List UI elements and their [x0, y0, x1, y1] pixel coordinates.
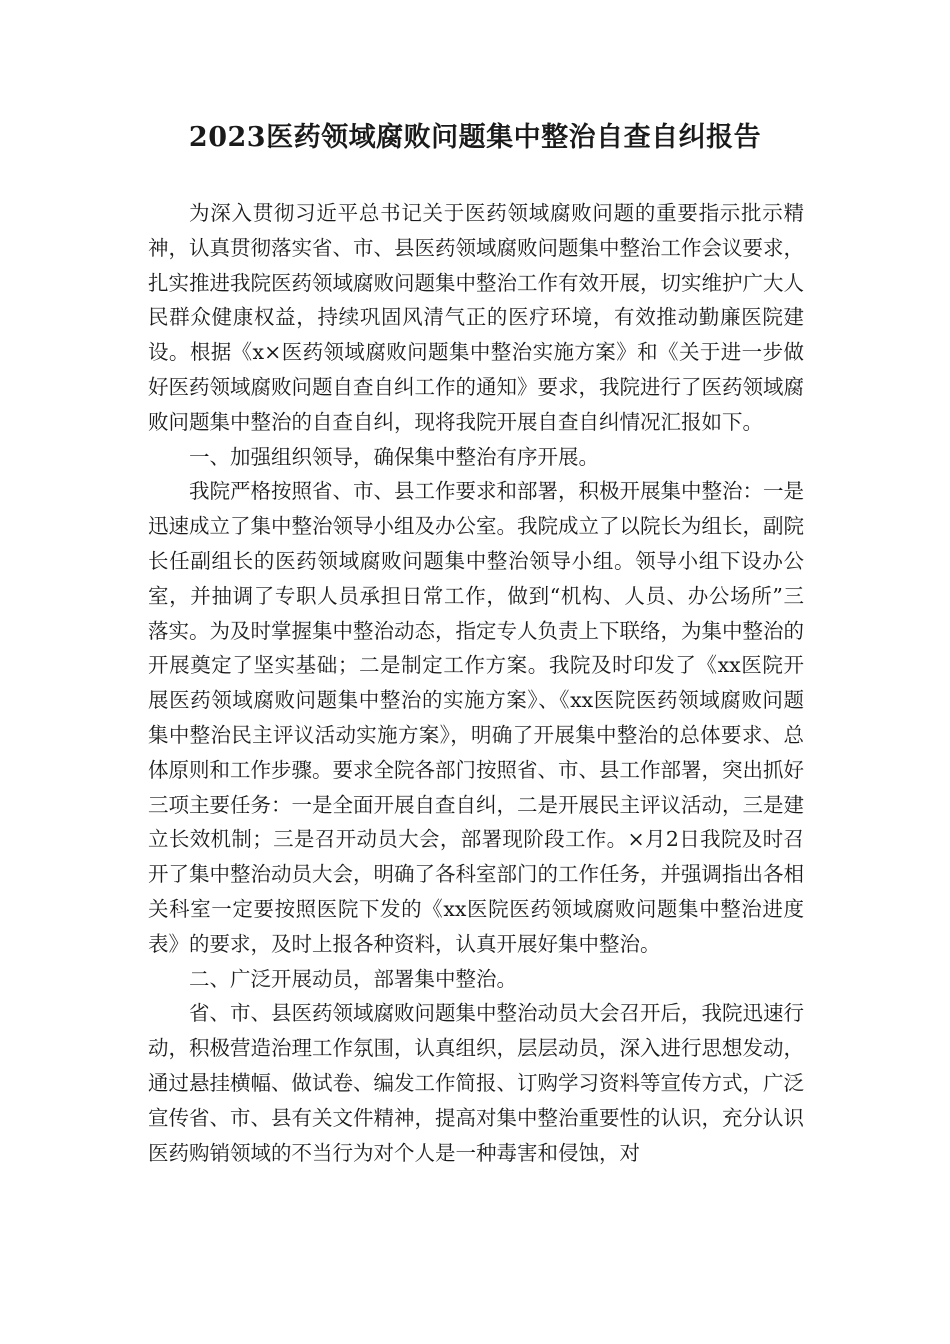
paragraph-section-1: 我院严格按照省、市、县工作要求和部署，积极开展集中整治：一是迅速成立了集中整治领导小组及办公室。我院成立了以院长为组长，副院长任副组长的医药领域腐败问题集中整治领导小组。领导小组下设办公室，并抽调了专职人员承担日常工作，做到“机构、人员、办公场所”三落实。为及时掌握集中整治动态，指定专人负责上下联络，为集中整治的开展奠定了坚实基础；二是制定工作方案。我院及时印发了《xx医院开展医药领域腐败问题集中整治的实施方案》、《xx医院医药领域腐败问题集中整治民主评议活动实施方案》，明确了开展集中整治的总体要求、总体原则和工作步骤。要求全院各部门按照省、市、县工作部署，突出抓好三项主要任务：一是全面开展自查自纠，二是开展民主评议活动，三是建立长效机制；三是召开动员大会，部署现阶段工作。×月2日我院及时召开了集中整治动员大会，明确了各科室部门的工作任务，并强调指出各相关科室一定要按照医院下发的《xx医院医药领域腐败问题集中整治进度表》的要求，及时上报各种资料，认真开展好集中整治。 — [148, 479, 804, 956]
paragraph-intro: 为深入贯彻习近平总书记关于医药领域腐败问题的重要指示批示精神，认真贯彻落实省、市、县医药领域腐败问题集中整治工作会议要求，扎实推进我院医药领域腐败问题集中整治工作有效开展，切实维护广大人民群众健康权益，持续巩固风清气正的医疗环境，有效推动勤廉医院建设。根据《x×医药领域腐败问题集中整治实施方案》和《关于进一步做好医药领域腐败问题自查自纠工作的通知》要求，我院进行了医药领域腐败问题集中整治的自查自纠，现将我院开展自查自纠情况汇报如下。 — [148, 201, 804, 434]
paragraph-section-2: 省、市、县医药领域腐败问题集中整治动员大会召开后，我院迅速行动，积极营造治理工作氛围，认真组织，层层动员，深入进行思想发动，通过悬挂横幅、做试卷、编发工作简报、订购学习资料等宣传方式，广泛宣传省、市、县有关文件精神，提高对集中整治重要性的认识，充分认识医药购销领域的不当行为对个人是一种毒害和侵蚀，对 — [148, 1001, 804, 1165]
document-title: 2023医药领域腐败问题集中整治自查自纠报告 — [188, 122, 762, 153]
document-body — [148, 196, 804, 1170]
section-heading-1: 一、加强组织领导，确保集中整治有序开展。 — [189, 444, 599, 469]
section-heading-2: 二、广泛开展动员，部署集中整治。 — [189, 966, 517, 991]
